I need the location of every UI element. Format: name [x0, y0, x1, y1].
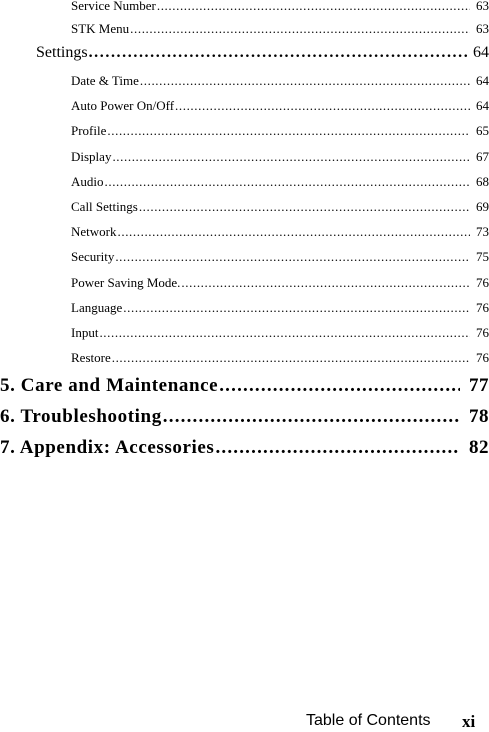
- toc-entry-call-settings[interactable]: [71, 199, 489, 217]
- toc-entry-restore[interactable]: [71, 350, 489, 368]
- toc-leader-dots: [89, 44, 470, 62]
- toc-entry-power-saving-mode[interactable]: [71, 275, 489, 293]
- toc-entry-display[interactable]: [71, 149, 489, 167]
- toc-entry-audio[interactable]: [71, 174, 489, 192]
- toc-chapter-troubleshooting[interactable]: [0, 406, 489, 432]
- toc-entry-auto-power[interactable]: [71, 98, 489, 116]
- toc-leader-dots: [112, 350, 470, 366]
- toc-leader-dots: [105, 174, 471, 190]
- toc-leader-dots: [107, 123, 470, 139]
- toc-entry-profile[interactable]: [71, 123, 489, 141]
- toc-entry-label: Settings: [36, 44, 88, 61]
- toc-entry-label: Audio: [71, 174, 104, 189]
- toc-entry-label: Display: [71, 149, 112, 164]
- toc-entry-page: 76: [476, 325, 489, 340]
- toc-entry-network[interactable]: [71, 224, 489, 242]
- toc-entry-security[interactable]: [71, 249, 489, 267]
- page-footer: [0, 712, 489, 732]
- toc-entry-page: 63: [476, 0, 489, 13]
- toc-entry-label: 5. Care and Maintenance: [0, 375, 219, 396]
- toc-entry-page: 82: [469, 437, 489, 458]
- toc-chapter-care-maintenance[interactable]: [0, 375, 489, 401]
- toc-entry-label: 7. Appendix: Accessories: [0, 437, 215, 458]
- toc-chapter-appendix-accessories[interactable]: [0, 437, 489, 463]
- toc-entry-page: 64: [476, 98, 489, 113]
- toc-entry-page: 76: [476, 350, 489, 365]
- toc-entry-label: Power Saving Mode.: [71, 275, 181, 290]
- toc-leader-dots: [157, 0, 470, 14]
- toc-entry-input[interactable]: [71, 325, 489, 343]
- toc-entry-label: Auto Power On/Off: [71, 98, 175, 113]
- toc-entry-stk-menu[interactable]: [71, 21, 489, 39]
- toc-leader-dots: [181, 275, 470, 291]
- toc-leader-dots: [139, 199, 470, 215]
- toc-entry-label: Language: [71, 300, 123, 315]
- toc-entry-label: Network: [71, 224, 117, 239]
- toc-leader-dots: [163, 406, 460, 428]
- footer-page-number: xi: [462, 712, 476, 731]
- toc-leader-dots: [130, 21, 470, 37]
- toc-entry-label: 6. Troubleshooting: [0, 406, 162, 427]
- toc-leader-dots: [112, 149, 470, 165]
- toc-entry-label: Restore: [71, 350, 111, 365]
- toc-leader-dots: [140, 73, 470, 89]
- toc-entry-page: 63: [476, 21, 489, 36]
- toc-entry-settings[interactable]: [36, 44, 489, 66]
- toc-entry-page: 65: [476, 123, 489, 138]
- toc-leader-dots: [118, 224, 471, 240]
- toc-entry-page: 69: [476, 199, 489, 214]
- toc-entry-page: 64: [476, 73, 489, 88]
- toc-entry-language[interactable]: [71, 300, 489, 318]
- toc-entry-page: 76: [476, 275, 489, 290]
- toc-entry-label: Security: [71, 249, 115, 264]
- toc-leader-dots: [123, 300, 470, 316]
- toc-entry-label: STK Menu: [71, 21, 130, 36]
- toc-leader-dots: [115, 249, 470, 265]
- toc-entry-date-time[interactable]: [71, 73, 489, 91]
- toc-entry-label: Service Number: [71, 0, 156, 13]
- toc-entry-page: 64: [473, 44, 489, 61]
- toc-entry-label: Input: [71, 325, 99, 340]
- toc-entry-page: 67: [476, 149, 489, 164]
- toc-entry-page: 68: [476, 174, 489, 189]
- toc-entry-page: 78: [469, 406, 489, 427]
- toc-leader-dots: [175, 98, 470, 114]
- toc-entry-page: 77: [469, 375, 489, 396]
- toc-leader-dots: [215, 437, 460, 459]
- toc-entry-service-number[interactable]: [71, 0, 489, 16]
- toc-entry-label: Call Settings: [71, 199, 138, 214]
- toc-entry-page: 75: [476, 249, 489, 264]
- footer-title: Table of Contents: [306, 712, 431, 729]
- toc-entry-page: 73: [476, 224, 489, 239]
- toc-leader-dots: [219, 375, 460, 397]
- toc-entry-label: Profile: [71, 123, 107, 138]
- toc-entry-label: Date & Time: [71, 73, 139, 88]
- toc-entry-page: 76: [476, 300, 489, 315]
- toc-leader-dots: [99, 325, 470, 341]
